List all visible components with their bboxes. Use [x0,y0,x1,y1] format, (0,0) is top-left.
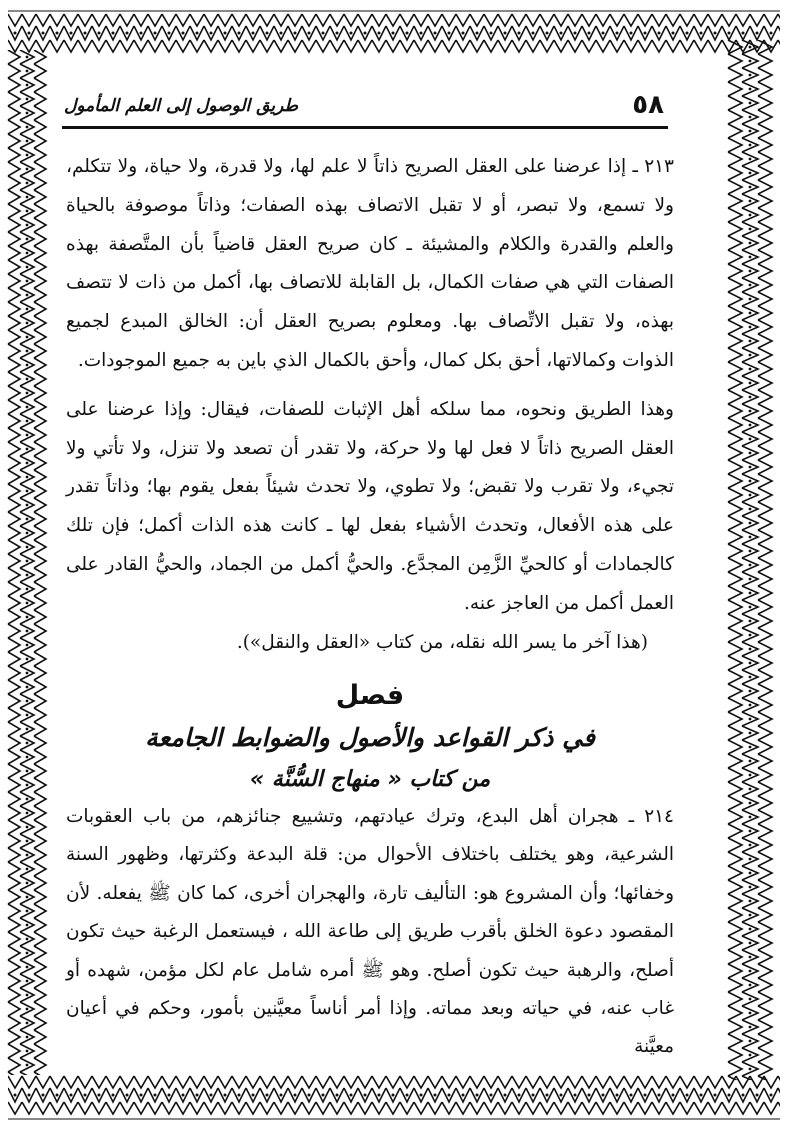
paragraph-214: ٢١٤ ـ هجران أهل البدع، وترك عيادتهم، وتشييع جنائزهم، من باب العقوبات الشرعية، وهو يختلف باختلاف الأحوال من: قلة البدعة وكثرتها، وظهور السنة وخفائها؛ وأن المشروع هو: التأليف تارة، والهجران أخرى، كما كان ﷺ يفعله. لأن المقصود دعوة الخلق بأقرب طريق إلى طاعة الله ، فيستعمل الرغبة حيث تكون أصلح، والرهبة حيث تكون أصلح. وهو ﷺ أمره شامل عام لكل مؤمن، شهده أو غاب عنه، في حياته وبعد مماته. وإذا أمر أناساً معيَّنين بأمور، وحكم في أعيان معيَّنة [66,806,674,1058]
paragraph-213: ٢١٣ ـ إذا عرضنا على العقل الصريح ذاتاً لا علم لها، ولا قدرة، ولا حياة، ولا تتكلم، ولا تسمع، ولا تبصر، أو لا تقبل الاتصاف بهذه الصفات؛ وذاتاً موصوفة بالحياة والعلم والقدرة والكلام والمشيئة ـ كان صريح العقل قاضياً بأن المتَّصفة بهذه الصفات التي هي صفات الكمال، بل القابلة للاتصاف بها، أكمل من ذات لا تتصف بهذه، ولا تقبل الاتِّصاف بها. ومعلوم بصريح العقل أن: الخالق المبدع لجميع الذوات وكمالاتها، أحق بكل كمال، وأحق بالكمال الذي باين به جميع الموجودات. [66,156,674,371]
body-text-section [66,798,674,1067]
source-note: (هذا آخر ما يسر الله نقله، من كتاب «العقل والنقل»). [236,631,648,653]
body-text [66,148,674,662]
ornament-border-bottom [8,1070,780,1120]
ornament-border-left [4,50,52,1075]
section-title: فصل [335,680,405,711]
page-number: ٥٨ [632,90,664,120]
running-header [60,86,668,122]
ornament-border-top [8,10,780,56]
section-subtitle: في ذكر القواعد والأصول والضوابط الجامعة [145,723,595,752]
paragraph-continued: وهذا الطريق ونحوه، مما سلكه أهل الإثبات للصفات، فيقال: وإذا عرضنا على العقل الصريح ذاتاً لا فعل لها ولا حركة، ولا تقدر أن تصعد ولا تنزل، ولا تأتي ولا تجيء، ولا تقرب ولا تقبض؛ ولا تطوي، ولا تحدث شيئاً بفعل يقوم بها؛ وذاتاً تقدر على هذه الأفعال، وتحدث الأشياء بفعل لها ـ كانت هذه الذات أكمل؛ فإن تلك كالجمادات أو كالحيِّ الزَّمِن المجدَّع. والحيُّ أكمل من الجماد، والحيُّ القادر على العمل أكمل من العاجز عنه. [66,398,674,614]
section-source: من كتاب « منهاج السُّنَّة » [249,767,491,792]
section-heading [66,676,674,800]
header-rule [62,126,668,129]
running-title: طريق الوصول إلى العلم المأمول [64,96,299,116]
ornament-border-right [722,40,780,1080]
